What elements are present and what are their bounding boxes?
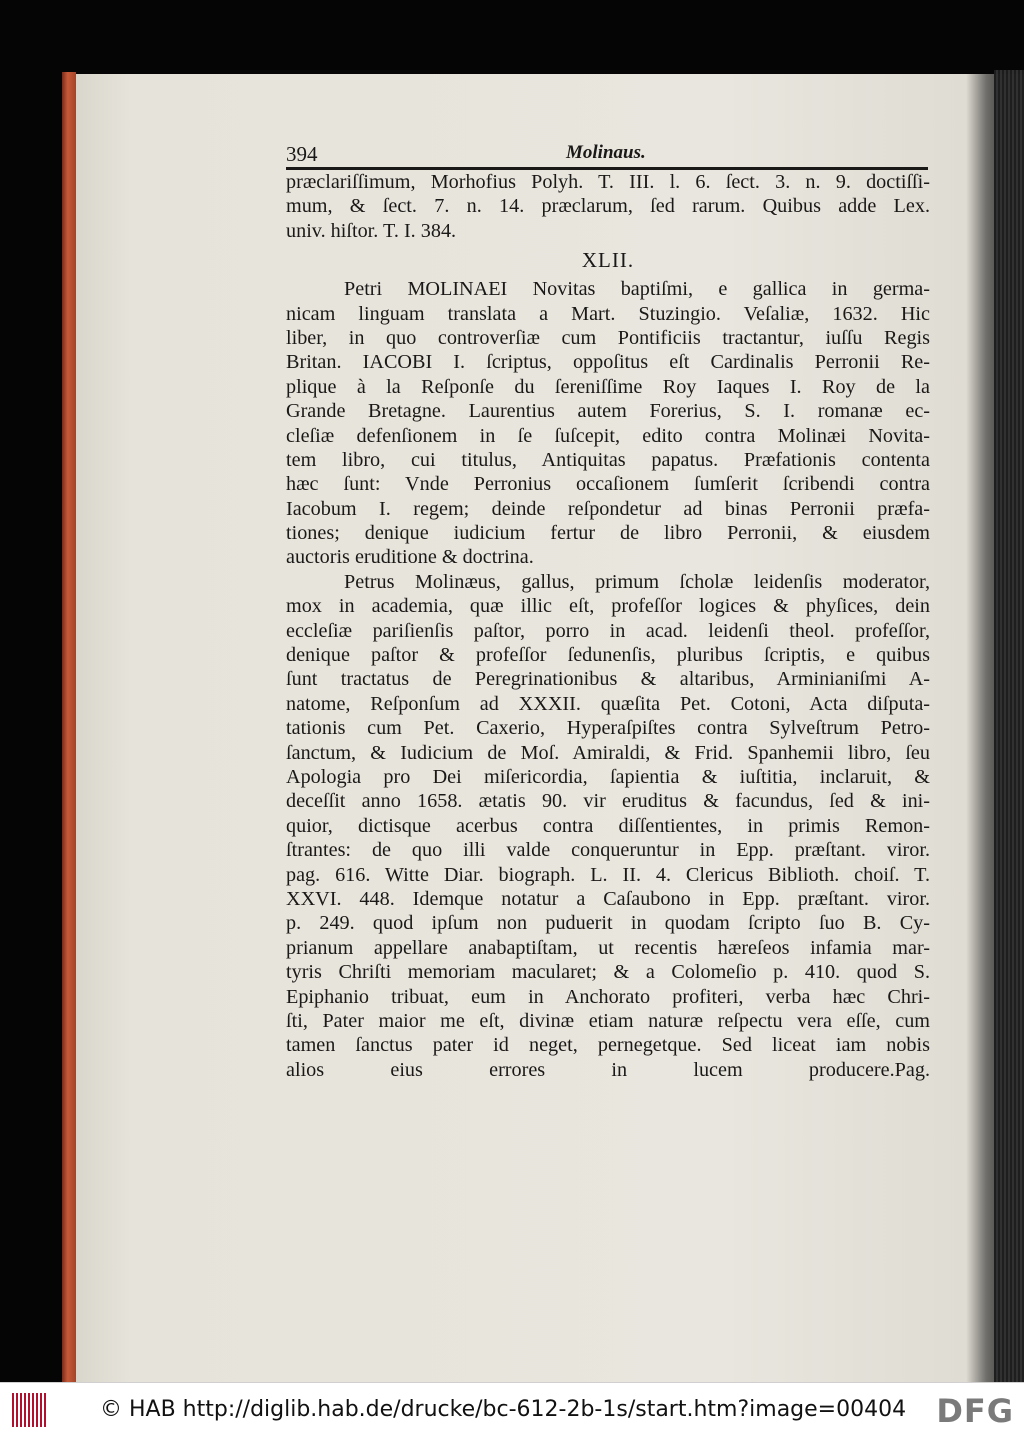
text-line: ſanctum, & Iudicium de Moſ. Amiraldi, & Frid. Spanhemii libro, ſeu xyxy=(286,741,930,764)
text-line: mox in academia, quæ illic eſt, profeſſor logices & phyſices, dein xyxy=(286,595,930,618)
text-line: liber, in quo controverſiæ cum Pontificiis tractantur, iuſſu Regis xyxy=(286,326,930,349)
text-line: ſti, Pater maior me eſt, divinæ etiam naturæ reſpectu vera eſſe, cum xyxy=(286,1009,930,1032)
text-line: Grande Bretagne. Laurentius autem Forerius, S. I. romanæ ec- xyxy=(286,400,930,423)
catchword: Pag. xyxy=(894,1058,930,1081)
text-line: alios eius errores in lucem producere. xyxy=(286,1058,895,1081)
paragraph-petrus-molinaeus xyxy=(286,570,930,1082)
text-line: ſunt tractatus de Peregrinationibus & altaribus, Arminianiſmi A- xyxy=(286,668,930,691)
viewer-footer xyxy=(0,1382,1024,1436)
text-line: tiones; denique iudicium fertur de libro Perronii, & eiusdem xyxy=(286,522,930,545)
text-line: cleſiæ defenſionem in ſe ſuſcepit, edito contra Molinæi Novita- xyxy=(286,424,930,447)
text-line: tem libro, cui titulus, Antiquitas papatus. Præfationis contenta xyxy=(286,448,930,471)
text-line: tationis cum Pet. Caxerio, Hyperaſpiſtes contra Sylveſtrum Petro- xyxy=(286,717,930,740)
text-line: tyris Chriſti memoriam macularet; & a Colomeſio p. 410. quod S. xyxy=(286,961,930,984)
text-line: quior, dictisque acerbus contra diſſentientes, in primis Remon- xyxy=(286,814,930,837)
hab-barcode-icon xyxy=(12,1393,48,1427)
text-line: natome, Reſponſum ad XXXII. quæſita Pet. Cotoni, Acta diſputa- xyxy=(286,692,930,715)
text-line: Iacobum I. regem; deinde reſpondetur ad binas Perronii præfa- xyxy=(286,497,930,520)
page-number: 394 xyxy=(286,142,318,166)
text-line: mum, & ſect. 7. n. 14. præclarum, ſed rarum. Quibus adde Lex. xyxy=(286,195,930,218)
text-line: pag. 616. Witte Diar. biograph. L. II. 4. Clericus Biblioth. choiſ. T. xyxy=(286,863,930,886)
text-line: p. 249. quod ipſum non puduerit in quodam ſcripto ſuo B. Cy- xyxy=(286,912,930,935)
text-line: nicam linguam translata a Mart. Stuzingio. Veſaliæ, 1632. Hic xyxy=(286,302,930,325)
text-line: Apologia pro Dei miſericordia, ſapientia & iuſtitia, inclaruit, & xyxy=(286,765,930,788)
text-line: præclariſſimum, Morhofius Polyh. T. III. l. 6. ſect. 3. n. 9. doctiſſi- xyxy=(286,171,930,193)
book-cover-edge xyxy=(62,72,76,1384)
text-line: hæc ſunt: Vnde Perronius occaſionem ſumſerit ſcribendi contra xyxy=(286,473,930,496)
dfg-logo: DFG xyxy=(936,1392,1014,1430)
final-line xyxy=(286,1058,930,1082)
section-heading: XLII. xyxy=(581,248,635,273)
text-line: prianum appellare anabaptiſtam, ut recentis hæreſeos infamia mar- xyxy=(286,936,930,959)
text-line: plique à la Reſponſe du ſereniſſime Roy Iaques I. Roy de la xyxy=(286,375,930,398)
text-line: Petrus Molinæus, gallus, primum ſcholæ leidenſis moderator, xyxy=(344,570,930,593)
text-line: univ. hiſtor. T. I. 384. xyxy=(286,219,457,242)
page-text-block xyxy=(286,140,930,1082)
footer-copyright-link[interactable]: © HAB http://diglib.hab.de/drucke/bc-612-2b-1s/start.htm?image=00404 xyxy=(100,1397,907,1422)
page-leaf-edges xyxy=(994,70,1024,1390)
text-line: deceſſit anno 1658. ætatis 90. vir eruditus & facundus, ſed & ini- xyxy=(286,790,930,813)
running-head: Molinaus. xyxy=(566,142,646,163)
text-line: eccleſiæ pariſienſis paſtor, porro in acad. leidenſi theol. profeſſor, xyxy=(286,619,930,642)
paragraph-novitas-baptismi xyxy=(286,277,930,570)
text-line: Petri MOLINAEI Novitas baptiſmi, e gallica in germa- xyxy=(344,278,930,301)
text-line: denique paſtor & profeſſor ſedunenſis, pluribus ſcriptis, e quibus xyxy=(286,644,930,667)
text-line: auctoris eruditione & doctrina. xyxy=(286,546,534,569)
text-line: Epiphanio tribuat, eum in Anchorato profiteri, verba hæc Chri- xyxy=(286,985,930,1008)
text-line: Britan. IACOBI I. ſcriptus, oppoſitus eſt Cardinalis Perronii Re- xyxy=(286,351,930,374)
text-line: XXVI. 448. Idemque notatur a Caſaubono in Epp. præſtant. viror. xyxy=(286,887,930,910)
text-line: ſtrantes: de quo illi valde conqueruntur in Epp. præſtant. viror. xyxy=(286,839,930,862)
top-continuation xyxy=(286,170,930,243)
text-line: tamen ſanctus pater id neget, pernegetque. Sed liceat iam nobis xyxy=(286,1034,930,1057)
header-rule xyxy=(286,167,928,170)
page-header xyxy=(286,140,930,170)
